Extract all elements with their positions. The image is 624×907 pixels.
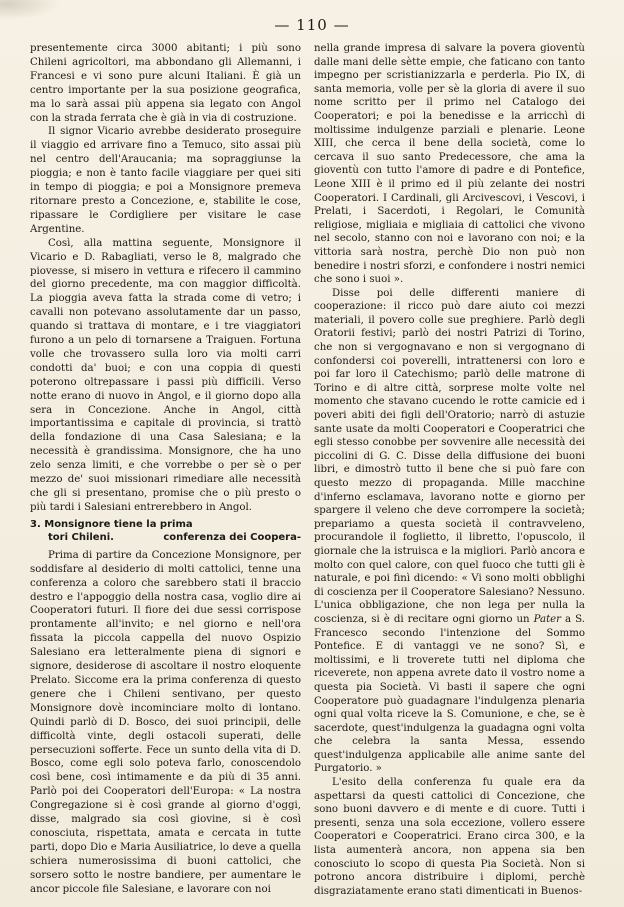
pater-word: Pater bbox=[533, 613, 562, 625]
section-heading-title-right: conferenza dei Coopera- bbox=[163, 531, 301, 543]
section-heading-title: 3. Monsignore tiene la prima bbox=[30, 518, 193, 530]
section-heading bbox=[30, 518, 301, 544]
paragraph: nella grande impresa di salvare la povera gioventù dalle mani delle sètte empie, che faticano con tanto impegno per scristianizzarla e perderla. Pio IX, di santa memoria, volle per sè la gloria di avere il suo nome scritto per il primo nel Catalogo dei Cooperatori; e poi la benedisse e la arricchì di moltissime indulgenze parziali e plenarie. Leone XIII, che cerca il bene della società, come lo cercava il suo santo Predecessore, che ama la gioventù con tutto l'amore di padre e di Pontefice, Leone XIII è il primo ed il più zelante dei nostri Cooperatori. I Cardinali, gli Arcivescovi, i Vescovi, i Prelati, i Sacerdoti, i Regolari, le Comunità religiose, migliaia e migliaia di cattolici che vivono nel secolo, stanno con noi e lavorano con noi; e la vittoria sarà nostra, perchè Dio non può non benedire i nostri sforzi, e confondere i nostri nemici che sono i suoi ». bbox=[314, 43, 585, 286]
paragraph: presentemente circa 3000 abitanti; i più sono Chileni agricoltori, ma abbondano gli Allemanni, i Francesi e vi sono pure alcuni Italiani. È già un centro importante per la sua posizione geografica, ma lo sarà assai più appena sia legato con Angol con la strada ferrata che è già in via di costruzione. bbox=[30, 43, 301, 124]
paragraph: L'esito della conferenza fu quale era da aspettarsi da questi cattolici di Concezione, che sono buoni davvero e di mente e di cuore. Tutti i presenti, senza una sola eccezione, vollero essere Cooperatori e Cooperatrici. Erano circa 300, e la lista aumenterà ancora, non appena sia ben conosciuto lo scopo di questa Pia Società. Non si potrono ancora distribuire i diplomi, perchè disgraziatamente erano stati dimenticati in Buenos- bbox=[314, 777, 585, 897]
paragraph: Prima di partire da Concezione Monsignore, per soddisfare al desiderio di molti cattolici, tenne una conferenza a coloro che sarebbero stati il braccio destro e l'appoggio della nostra casa, voglio dire ai Cooperatori futuri. Il fiore dei due sessi corrispose prontamente all'invito; e nel giorno e nell'ora fissata la piccola cappella del nuovo Ospizio Salesiano era letteralmente piena di signori e signore, desiderose di ascoltare il nostro eloquente Prelato. Siccome era la prima conferenza di questo genere che i Chileni sentivano, per questo Monsignore dovè incominciare molto di lontano. Quindi parlò di D. Bosco, dei suoi principii, delle difficoltà vinte, degli ostacoli superati, delle persecuzioni sofferte. Fece un sunto della vita di D. Bosco, come egli solo poteva farlo, conoscendolo così bene, così intimamente e da più di 35 anni. Parlò poi dei Cooperatori dell'Europa: « La nostra Congregazione si è così grande al giorno d'oggi, disse, malgrado sia così giovine, si è così conosciuta, rispettata, amata e cercata in tutte parti, dopo Dio e Maria Ausiliatrice, lo deve a quella schiera numerosissima di buoni cattolici, che sorsero sotto le nostre bandiere, per aumentare le ancor piccole file Salesiane, e lavorare con noi bbox=[30, 549, 301, 895]
section-heading-title-cont: tori Chileni. bbox=[48, 531, 114, 543]
paragraph: Il signor Vicario avrebbe desiderato proseguire il viaggio ed arrivare fino a Temuco, sito assai più nel centro dell'Araucania; ma sopraggiunse la pioggia; e non è tanto facile viaggiare per quei siti in tempo di pioggia; e poi a Monsignore premeva ritornare presto a Concezione, e, stabilite le cose, ripassare le Cordigliere per visitare le case Argentine. bbox=[30, 126, 301, 235]
left-column bbox=[30, 42, 301, 896]
paragraph: Così, alla mattina seguente, Monsignore il Vicario e D. Rabagliati, verso le 8, malgrado che piovesse, si misero in vettura e rifecero il cammino del giorno precedente, ma con maggior difficoltà. La pioggia aveva fatta la strada come di vetro; i cavalli non potevano assolutamente dar un passo, quando si trattava di montare, e i tre viaggiatori furono a un pelo di tornarsene a Traiguen. Fortuna volle che trovassero sulla loro via molti carri condotti da' buoi; e con una coppia di questi poterono oltrepassare i passi più difficili. Verso notte erano di nuovo in Angol, e il giorno dopo alla sera in Concezione. Anche in Angol, città importantissima e capitale di provincia, si trattò della fondazione di una Casa Salesiana; e la necessità è grandissima. Monsignore, che ha uno zelo senza limiti, e che vorrebbe o per sè o per mezzo de' suoi missionari rimediare alle necessità che gli si presentano, promise che o più presto o più tardi i Salesiani entrerebbero in Angol. bbox=[30, 237, 301, 513]
right-column bbox=[314, 42, 585, 898]
paragraph-text-cont: a S. Francesco secondo l'intenzione del Sommo Pontefice. E di vantaggi ve ne sono? Sì, e moltissimi, e li troverete tutti nel diploma che riceverete, non appena avrete dato il vostro nome a questa pia Società. Vi basti il sapere che ogni Cooperatore può guadagnare l'indulgenza plenaria ogni qual volta riceve la S. Comunione, e che, se è sacerdote, quest'indulgenza la guadagna ogni volta che celebra la santa Messa, essendo quest'indulgenza applicabile alle anime sante del Purgatorio. » bbox=[314, 613, 585, 775]
paragraph bbox=[314, 287, 585, 776]
paragraph-text: Disse poi delle differenti maniere di cooperazione: il ricco può dare aiuto coi mezzi materiali, il povero colle sue preghiere. Parlò degli Oratorii festivi; parlò dei nostri Patrizi di Torino, che non si vergognavano e non si vergognano di confondersi coi poverelli, intrattenersi con loro e poi far loro il Catechismo; parlò delle matrone di Torino e di altre città, sorprese molte volte nel momento che stavano cucendo le rotte camicie ed i poveri abiti dei figli dell'Oratorio; narrò di astuzie sante usate da molti Cooperatori e Cooperatrici che egli stesso conobbe per sovvenire alle necessità dei piccolini di G. C. Disse della diffusione dei buoni libri, e dimostrò tutto il bene che si può fare con questo mezzo di propaganda. Mille macchine d'inferno esclamava, lavorano notte e giorno per spargere il veleno che deve corrompere la società; prepariamo a questa società il contravveleno, procurandole il foglietto, il libretto, l'opuscolo, il giornale che la istruisca e la migliori. Parlò ancora e molto con quel calore, con quel fuoco che tutti gli è naturale, e poi finì dicendo: « Vi sono molti obblighi di coscienza per il Cooperatore Salesiano? Nessuno. L'unica obbligazione, che non lega per nulla la coscienza, si è di recitare ogni giorno un bbox=[314, 287, 585, 625]
page-number: — 110 — bbox=[274, 16, 350, 34]
